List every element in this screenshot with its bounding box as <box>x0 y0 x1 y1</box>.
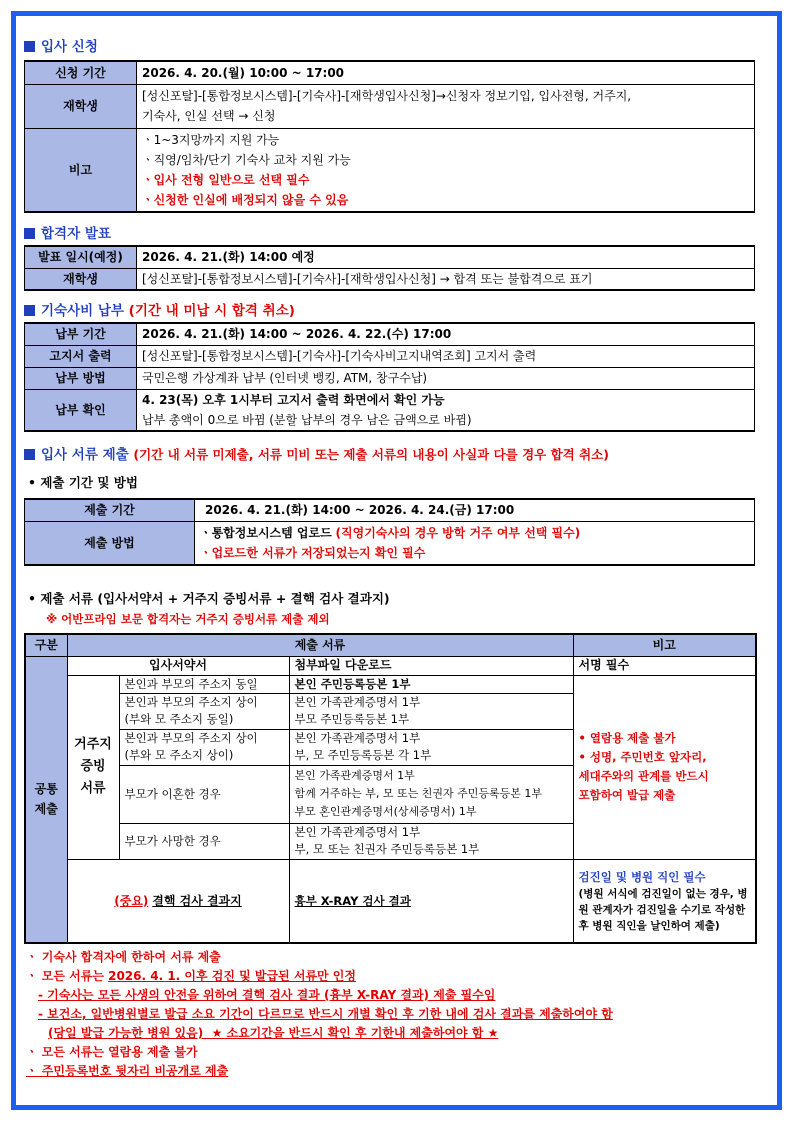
section-title-text: 입사 서류 제출 <box>41 447 129 463</box>
tb-important-tag: (중요) <box>114 893 149 908</box>
note-3: - 기숙사는 모든 사생의 안전을 위하여 결핵 검사 결과 (흉부 X-RAY 결과) 제출 필수임 <box>38 988 496 1002</box>
pledge-note: 서명 필수 <box>573 656 756 675</box>
remark-item: ㆍ직영/임차/단기 기숙사 교차 지원 가능 <box>142 152 351 167</box>
tb-note-detail: (병원 서식에 검진일이 없는 경우, 병원 관계자가 검진일을 수기로 작성한 후 병원 직인을 날인하여 제출) <box>578 887 748 932</box>
section-title-note: (기간 내 서류 미제출, 서류 미비 또는 제출 서류의 내용이 사실과 다를 경우 합격 취소) <box>133 447 609 462</box>
bill-print-value: [성신포탈]-[통합정보시스템]-[기숙사]-[기숙사비고지내역조회] 고지서 출력 <box>137 345 755 367</box>
header-remarks: 비고 <box>573 634 756 656</box>
announce-date-value: 2026. 4. 21.(화) 14:00 예정 <box>137 246 755 268</box>
submit-period-label: 제출 기간 <box>25 499 195 521</box>
notes-block <box>24 948 755 1081</box>
submit-method-value <box>195 521 755 565</box>
bill-print-label: 고지서 출력 <box>25 345 137 367</box>
apply-remarks-label: 비고 <box>25 128 137 212</box>
pledge-label: 입사서약서 <box>67 656 289 675</box>
pay-method-label: 납부 방법 <box>25 367 137 389</box>
residence-note-2: • 성명, 주민번호 앞자리, 세대주와의 관계를 반드시 포함하여 발급 제출 <box>578 750 709 802</box>
section-title-apply <box>24 36 755 58</box>
doc-diff-address-diff-parents: 본인 가족관계증명서 1부 부, 모 주민등록등본 각 1부 <box>289 729 573 765</box>
doc-same-address: 본인 주민등록등본 1부 <box>289 675 573 693</box>
pay-period-value: 2026. 4. 21.(화) 14:00 ~ 2026. 4. 22.(수) 17:00 <box>137 323 755 345</box>
pay-confirm-value <box>137 389 755 431</box>
case-deceased: 부모가 사망한 경우 <box>119 823 289 859</box>
remark-item: ㆍ1~3지망까지 지원 가능 <box>142 132 280 147</box>
square-bullet-icon <box>24 228 35 239</box>
note-5 <box>26 1024 755 1043</box>
section-title-text: 입사 신청 <box>41 39 98 55</box>
note-5-star: ★ 소요기간을 반드시 확인 후 기한내 제출하여야 함 ★ <box>211 1026 499 1040</box>
section-title-payment <box>24 300 755 322</box>
square-bullet-icon <box>24 41 35 52</box>
section-title-text: 합격자 발표 <box>41 226 111 242</box>
apply-student-label: 재학생 <box>25 84 137 128</box>
residence-note-1: • 열람용 제출 불가 <box>578 731 676 745</box>
remark-item: ㆍ입사 전형 일반으로 선택 필수 <box>142 172 310 187</box>
announce-student-value: [성신포탈]-[통합정보시스템]-[기숙사]-[재학생입사신청] → 합격 또는 불합격으로 표기 <box>137 268 755 290</box>
submit-method-label: 제출 방법 <box>25 521 195 565</box>
pay-confirm-line2: 납부 총액이 0으로 바뀜 (분할 납부의 경우 남은 금액으로 바뀜) <box>142 412 472 427</box>
doc-diff-address-same-parents: 본인 가족관계증명서 1부 부모 주민등록등본 1부 <box>289 693 573 729</box>
document-body <box>24 20 755 1081</box>
pledge-file: 첨부파일 다운로드 <box>289 656 573 675</box>
submit-method-line1: ㆍ통합정보시스템 업로드 <box>200 525 332 540</box>
submission-period-heading: • 제출 기간 및 방법 <box>28 475 138 490</box>
note-6: ㆍ 모든 서류는 열람용 제출 불가 <box>26 1045 198 1059</box>
tb-note <box>573 859 756 943</box>
submission-table <box>24 498 755 566</box>
apply-remarks-value <box>137 128 755 212</box>
documents-table <box>24 633 757 944</box>
apply-period-label: 신청 기간 <box>25 61 137 84</box>
apply-student-line1: [성신포탈]-[통합정보시스템]-[기숙사]-[재학생입사신청]→신청자 정보기입, 입사전형, 거주지, <box>142 89 632 103</box>
note-1: ㆍ 기숙사 합격자에 한하여 서류 제출 <box>26 950 221 964</box>
apply-period-value: 2026. 4. 20.(월) 10:00 ~ 17:00 <box>137 61 755 84</box>
submit-method-line2: ㆍ업로드한 서류가 저장되었는지 확인 필수 <box>200 545 426 560</box>
square-bullet-icon <box>24 305 35 316</box>
square-bullet-icon <box>24 449 35 460</box>
documents-exemption-note: ※ 어반프라임 보문 합격자는 거주지 증빙서류 제출 제외 <box>46 612 330 626</box>
pay-method-value: 국민은행 가상계좌 납부 (인터넷 뱅킹, ATM, 창구수납) <box>137 367 755 389</box>
pay-confirm-label: 납부 확인 <box>25 389 137 431</box>
residence-proof-label: 거주지 증빙 서류 <box>67 675 119 859</box>
section-title-announce <box>24 223 755 245</box>
note-2 <box>26 967 755 986</box>
header-category: 구분 <box>25 634 67 656</box>
payment-table <box>24 322 755 432</box>
doc-deceased: 본인 가족관계증명서 1부 부, 모 또는 친권자 주민등록등본 1부 <box>289 823 573 859</box>
section-title-note: (기간 내 미납 시 합격 취소) <box>128 303 295 319</box>
section-title-text: 기숙사비 납부 <box>41 303 124 319</box>
common-submit-label: 공통 제출 <box>25 656 67 943</box>
announce-student-label: 재학생 <box>25 268 137 290</box>
announce-table <box>24 245 755 291</box>
apply-student-line2: 기숙사, 인실 선택 → 신청 <box>142 109 276 123</box>
remark-item: ㆍ신청한 인실에 배정되지 않을 수 있음 <box>142 192 349 207</box>
note-5-prefix: (당일 발급 가능한 병원 있음) <box>48 1026 204 1040</box>
section-title-documents <box>24 444 755 466</box>
note-2-prefix: ㆍ 모든 서류는 <box>26 969 109 983</box>
submit-method-line1-note: (직영기숙사의 경우 방학 거주 여부 선택 필수) <box>335 525 581 540</box>
submit-period-value: 2026. 4. 21.(화) 14:00 ~ 2026. 4. 24.(금) 17:00 <box>195 499 755 521</box>
case-diff-address-same-parents: 본인과 부모의 주소지 상이 (부와 모 주소지 동일) <box>119 693 289 729</box>
note-2-underlined: 2026. 4. 1. 이후 검진 및 발급된 서류만 인정 <box>108 969 356 983</box>
pay-confirm-line1: 4. 23(목) 오후 1시부터 고지서 출력 화면에서 확인 가능 <box>142 392 445 407</box>
residence-note <box>573 675 756 859</box>
case-divorced: 부모가 이혼한 경우 <box>119 765 289 823</box>
case-diff-address-diff-parents: 본인과 부모의 주소지 상이 (부와 모 주소지 상이) <box>119 729 289 765</box>
pay-period-label: 납부 기간 <box>25 323 137 345</box>
tb-document: 흉부 X-RAY 검사 결과 <box>289 859 573 943</box>
announce-date-label: 발표 일시(예정) <box>25 246 137 268</box>
doc-divorced: 본인 가족관계증명서 1부 함께 거주하는 부, 모 또는 친권자 주민등록등본 1부 부모 혼인관계증명서(상세증명서) 1부 <box>289 765 573 823</box>
apply-student-value <box>137 84 755 128</box>
note-4: - 보건소, 일반병원별로 발급 소요 기간이 다르므로 반드시 개별 확인 후 기한 내에 검사 결과를 제출하여야 함 <box>38 1007 613 1021</box>
apply-table <box>24 60 755 213</box>
tb-label: 결핵 검사 결과지 <box>152 893 242 908</box>
tb-label-cell <box>67 859 289 943</box>
tb-note-title: 검진일 및 병원 직인 필수 <box>578 869 706 884</box>
header-documents: 제출 서류 <box>67 634 573 656</box>
note-7: ㆍ 주민등록번호 뒷자리 비공개로 제출 <box>26 1064 229 1078</box>
case-same-address: 본인과 부모의 주소지 동일 <box>119 675 289 693</box>
documents-heading: • 제출 서류 (입사서약서 + 거주지 증빙서류 + 결핵 검사 결과지) <box>28 591 390 606</box>
